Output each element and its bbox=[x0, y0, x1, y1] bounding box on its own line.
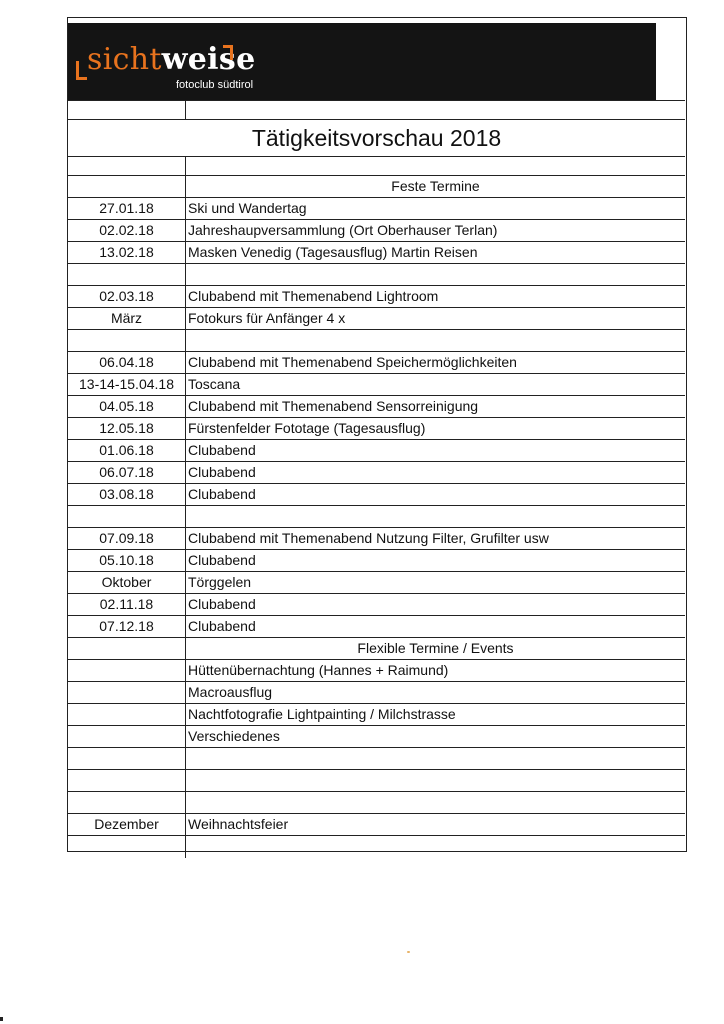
table-row bbox=[68, 505, 685, 527]
table-row bbox=[68, 725, 685, 747]
event-cell bbox=[186, 836, 685, 858]
date-cell bbox=[68, 748, 186, 769]
date-cell: Oktober bbox=[68, 572, 186, 593]
event-cell: Clubabend bbox=[188, 464, 256, 480]
date-cell bbox=[68, 157, 186, 175]
table-row bbox=[68, 681, 685, 703]
date-cell: 06.07.18 bbox=[68, 462, 186, 483]
table-row bbox=[68, 615, 685, 637]
scan-margin-mark bbox=[0, 1017, 3, 1021]
table-row bbox=[68, 395, 685, 417]
table-row bbox=[68, 351, 685, 373]
table-row bbox=[68, 197, 685, 219]
date-cell bbox=[68, 330, 186, 351]
table-row bbox=[68, 219, 685, 241]
event-cell: Jahreshaupversammlung (Ort Oberhauser Terlan) bbox=[188, 222, 498, 238]
table-row bbox=[68, 285, 685, 307]
date-cell bbox=[68, 176, 186, 197]
section-header-row bbox=[68, 175, 685, 197]
date-cell bbox=[68, 726, 186, 747]
event-cell: Nachtfotografie Lightpainting / Milchstrasse bbox=[188, 706, 456, 722]
date-cell bbox=[68, 638, 186, 659]
section-title: Feste Termine bbox=[391, 178, 480, 194]
event-cell bbox=[186, 506, 685, 527]
date-cell: 07.12.18 bbox=[68, 616, 186, 637]
date-cell: 02.11.18 bbox=[68, 594, 186, 615]
club-logo-subtitle: fotoclub südtirol bbox=[176, 79, 254, 91]
table-row bbox=[68, 769, 685, 791]
logo-bracket-right-icon bbox=[223, 45, 233, 60]
event-cell: Ski und Wandertag bbox=[188, 200, 307, 216]
event-cell: Clubabend bbox=[188, 618, 256, 634]
date-cell bbox=[68, 264, 186, 285]
event-cell: Clubabend bbox=[188, 486, 256, 502]
table-row bbox=[68, 791, 685, 813]
event-cell bbox=[186, 264, 685, 285]
activity-sheet bbox=[67, 17, 687, 852]
event-cell: Toscana bbox=[188, 376, 241, 392]
date-cell bbox=[68, 770, 186, 791]
event-cell: Masken Venedig (Tagesausflug) Martin Reisen bbox=[188, 244, 478, 260]
table-row bbox=[68, 373, 685, 395]
table-row bbox=[68, 263, 685, 285]
event-cell bbox=[186, 770, 685, 791]
event-cell: Clubabend mit Themenabend Sensorreinigung bbox=[188, 398, 479, 414]
table-row bbox=[68, 835, 685, 858]
event-cell bbox=[186, 748, 685, 769]
date-cell: 13-14-15.04.18 bbox=[68, 374, 186, 395]
schedule-rows bbox=[68, 156, 685, 858]
table-row bbox=[68, 571, 685, 593]
title-row bbox=[68, 119, 685, 156]
table-row bbox=[68, 549, 685, 571]
date-cell: März bbox=[68, 308, 186, 329]
event-cell: Verschiedenes bbox=[188, 728, 280, 744]
date-cell bbox=[68, 660, 186, 681]
date-cell: 04.05.18 bbox=[68, 396, 186, 417]
table-row bbox=[68, 527, 685, 549]
date-cell bbox=[68, 704, 186, 725]
event-cell: Clubabend bbox=[188, 442, 256, 458]
event-cell bbox=[186, 157, 685, 175]
event-cell: Clubabend bbox=[188, 552, 256, 568]
date-cell bbox=[68, 836, 186, 858]
logo-name-part1: sicht bbox=[87, 42, 162, 77]
page-title: Tätigkeitsvorschau 2018 bbox=[251, 125, 502, 151]
date-cell: 02.02.18 bbox=[68, 220, 186, 241]
event-cell: Clubabend mit Themenabend Nutzung Filter, Grufilter usw bbox=[188, 530, 549, 546]
table-row bbox=[68, 593, 685, 615]
date-cell bbox=[68, 792, 186, 813]
table-row bbox=[68, 747, 685, 769]
section-header-row bbox=[68, 637, 685, 659]
event-cell: Fotokurs für Anfänger 4 x bbox=[188, 310, 346, 326]
date-cell: 02.03.18 bbox=[68, 286, 186, 307]
table-row bbox=[68, 307, 685, 329]
scan-speck bbox=[407, 951, 410, 953]
date-cell: 03.08.18 bbox=[68, 484, 186, 505]
date-cell bbox=[68, 682, 186, 703]
date-cell: 07.09.18 bbox=[68, 528, 186, 549]
date-cell: Dezember bbox=[68, 814, 186, 835]
club-logo-banner bbox=[68, 23, 656, 100]
event-cell: Weihnachtsfeier bbox=[188, 816, 289, 832]
event-cell: Fürstenfelder Fototage (Tagesausflug) bbox=[188, 420, 426, 436]
logo-bracket-left-icon bbox=[76, 61, 87, 80]
date-cell: 06.04.18 bbox=[68, 352, 186, 373]
table-row bbox=[68, 703, 685, 725]
table-row bbox=[68, 417, 685, 439]
event-cell: Clubabend mit Themenabend Speichermöglichkeiten bbox=[188, 354, 517, 370]
table-row bbox=[68, 813, 685, 835]
event-cell: Macroausflug bbox=[188, 684, 273, 700]
date-cell: 27.01.18 bbox=[68, 198, 186, 219]
table-row-spacer bbox=[68, 100, 685, 119]
table-row bbox=[68, 483, 685, 505]
event-cell: Hüttenübernachtung (Hannes + Raimund) bbox=[188, 662, 449, 678]
date-cell: 05.10.18 bbox=[68, 550, 186, 571]
table-row bbox=[68, 659, 685, 681]
event-cell bbox=[186, 330, 685, 351]
table-row bbox=[68, 329, 685, 351]
table-row bbox=[68, 156, 685, 175]
schedule-table bbox=[68, 100, 685, 858]
date-cell: 13.02.18 bbox=[68, 242, 186, 263]
event-cell: Clubabend bbox=[188, 596, 256, 612]
event-cell: Törggelen bbox=[188, 574, 252, 590]
event-cell bbox=[186, 792, 685, 813]
date-cell: 01.06.18 bbox=[68, 440, 186, 461]
section-title: Flexible Termine / Events bbox=[357, 640, 514, 656]
event-cell: Clubabend mit Themenabend Lightroom bbox=[188, 288, 439, 304]
table-row bbox=[68, 439, 685, 461]
table-row bbox=[68, 461, 685, 483]
table-row bbox=[68, 241, 685, 263]
date-cell: 12.05.18 bbox=[68, 418, 186, 439]
logo-name-part2: weise bbox=[161, 42, 256, 77]
date-cell bbox=[68, 506, 186, 527]
